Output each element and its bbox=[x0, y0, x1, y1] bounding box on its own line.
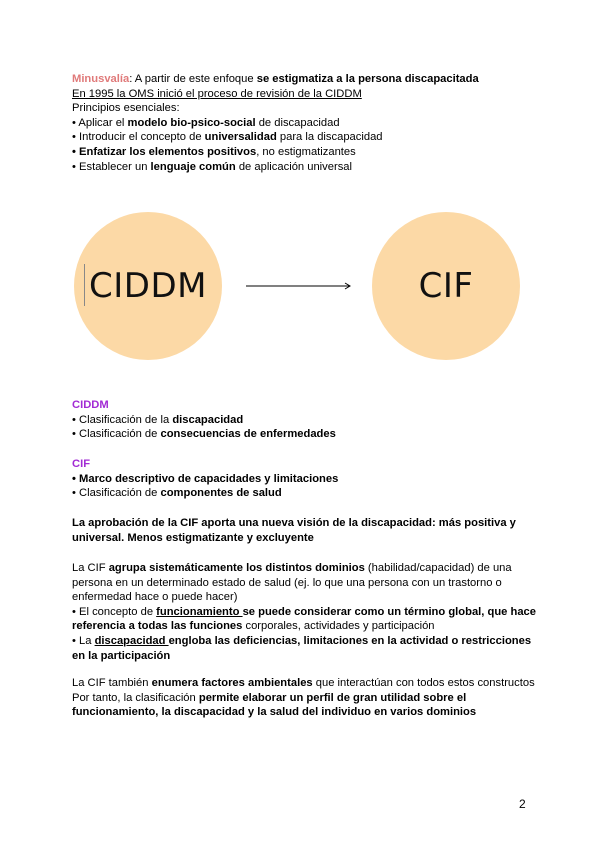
ciddm-circle bbox=[74, 212, 222, 360]
groups-paragraph: La CIF agrupa sistemáticamente los distintos dominios (habilidad/capacidad) de una persona en un determinado estado de salud (ej. lo que una persona con un trastorno o enfermedad hace o puede hacer) bbox=[72, 562, 512, 604]
ciddm-item: • Clasificación de consecuencias de enfermedades bbox=[72, 428, 336, 441]
principles-title: Principios esenciales: bbox=[72, 102, 180, 115]
approval-paragraph: La aprobación de la CIF aporta una nueva visión de la discapacidad: más positiva y universal. Menos estigmatizante y excluyente bbox=[72, 517, 516, 544]
oms-line: En 1995 la OMS inició el proceso de revisión de la CIDDM bbox=[72, 87, 362, 100]
minusvalia-label: Minusvalía bbox=[72, 73, 130, 85]
intro-section bbox=[72, 72, 542, 174]
factors-paragraph: La CIF también enumera factores ambientales que interactúan con todos estos constructos bbox=[72, 677, 535, 689]
page-number: 2 bbox=[519, 797, 526, 811]
ciddm-title: CIDDM bbox=[72, 399, 109, 411]
ciddm-circle-label: CIDDM bbox=[89, 266, 207, 306]
discapacidad-item: • La discapacidad engloba las deficiencias, limitaciones en la actividad o restricciones en la participación bbox=[72, 634, 532, 662]
funcionamiento-item: • El concepto de funcionamiento se puede considerar como un término global, que hace referencia a todas las funciones corporales, actividades y participación bbox=[72, 605, 536, 633]
cif-circle bbox=[372, 212, 520, 360]
ciddm-section bbox=[72, 398, 542, 442]
cif-item: • Clasificación de componentes de salud bbox=[72, 487, 282, 500]
principle-item: • Introducir el concepto de universalidad para la discapacidad bbox=[72, 131, 383, 144]
principle-item: • Enfatizar los elementos positivos, no estigmatizantes bbox=[72, 145, 356, 158]
ciddm-item: • Clasificación de la discapacidad bbox=[72, 413, 244, 426]
cif-item: • Marco descriptivo de capacidades y limitaciones bbox=[72, 472, 339, 485]
arrow-icon bbox=[246, 280, 356, 292]
factors-section bbox=[72, 676, 542, 720]
minusvalia-line: Minusvalía: A partir de este enfoque se estigmatiza a la persona discapacitada bbox=[72, 73, 479, 85]
cif-section bbox=[72, 457, 542, 501]
groups-section bbox=[72, 561, 542, 663]
principle-item: • Aplicar el modelo bio-psico-social de discapacidad bbox=[72, 116, 340, 129]
profile-paragraph: Por tanto, la clasificación permite elaborar un perfil de gran utilidad sobre el funcionamiento, la discapacidad y la salud del individuo en varios dominios bbox=[72, 691, 477, 719]
cif-title: CIF bbox=[72, 458, 91, 470]
principle-item: • Establecer un lenguaje común de aplicación universal bbox=[72, 160, 353, 173]
cif-circle-label: CIF bbox=[418, 266, 474, 306]
text-cursor bbox=[84, 264, 85, 306]
